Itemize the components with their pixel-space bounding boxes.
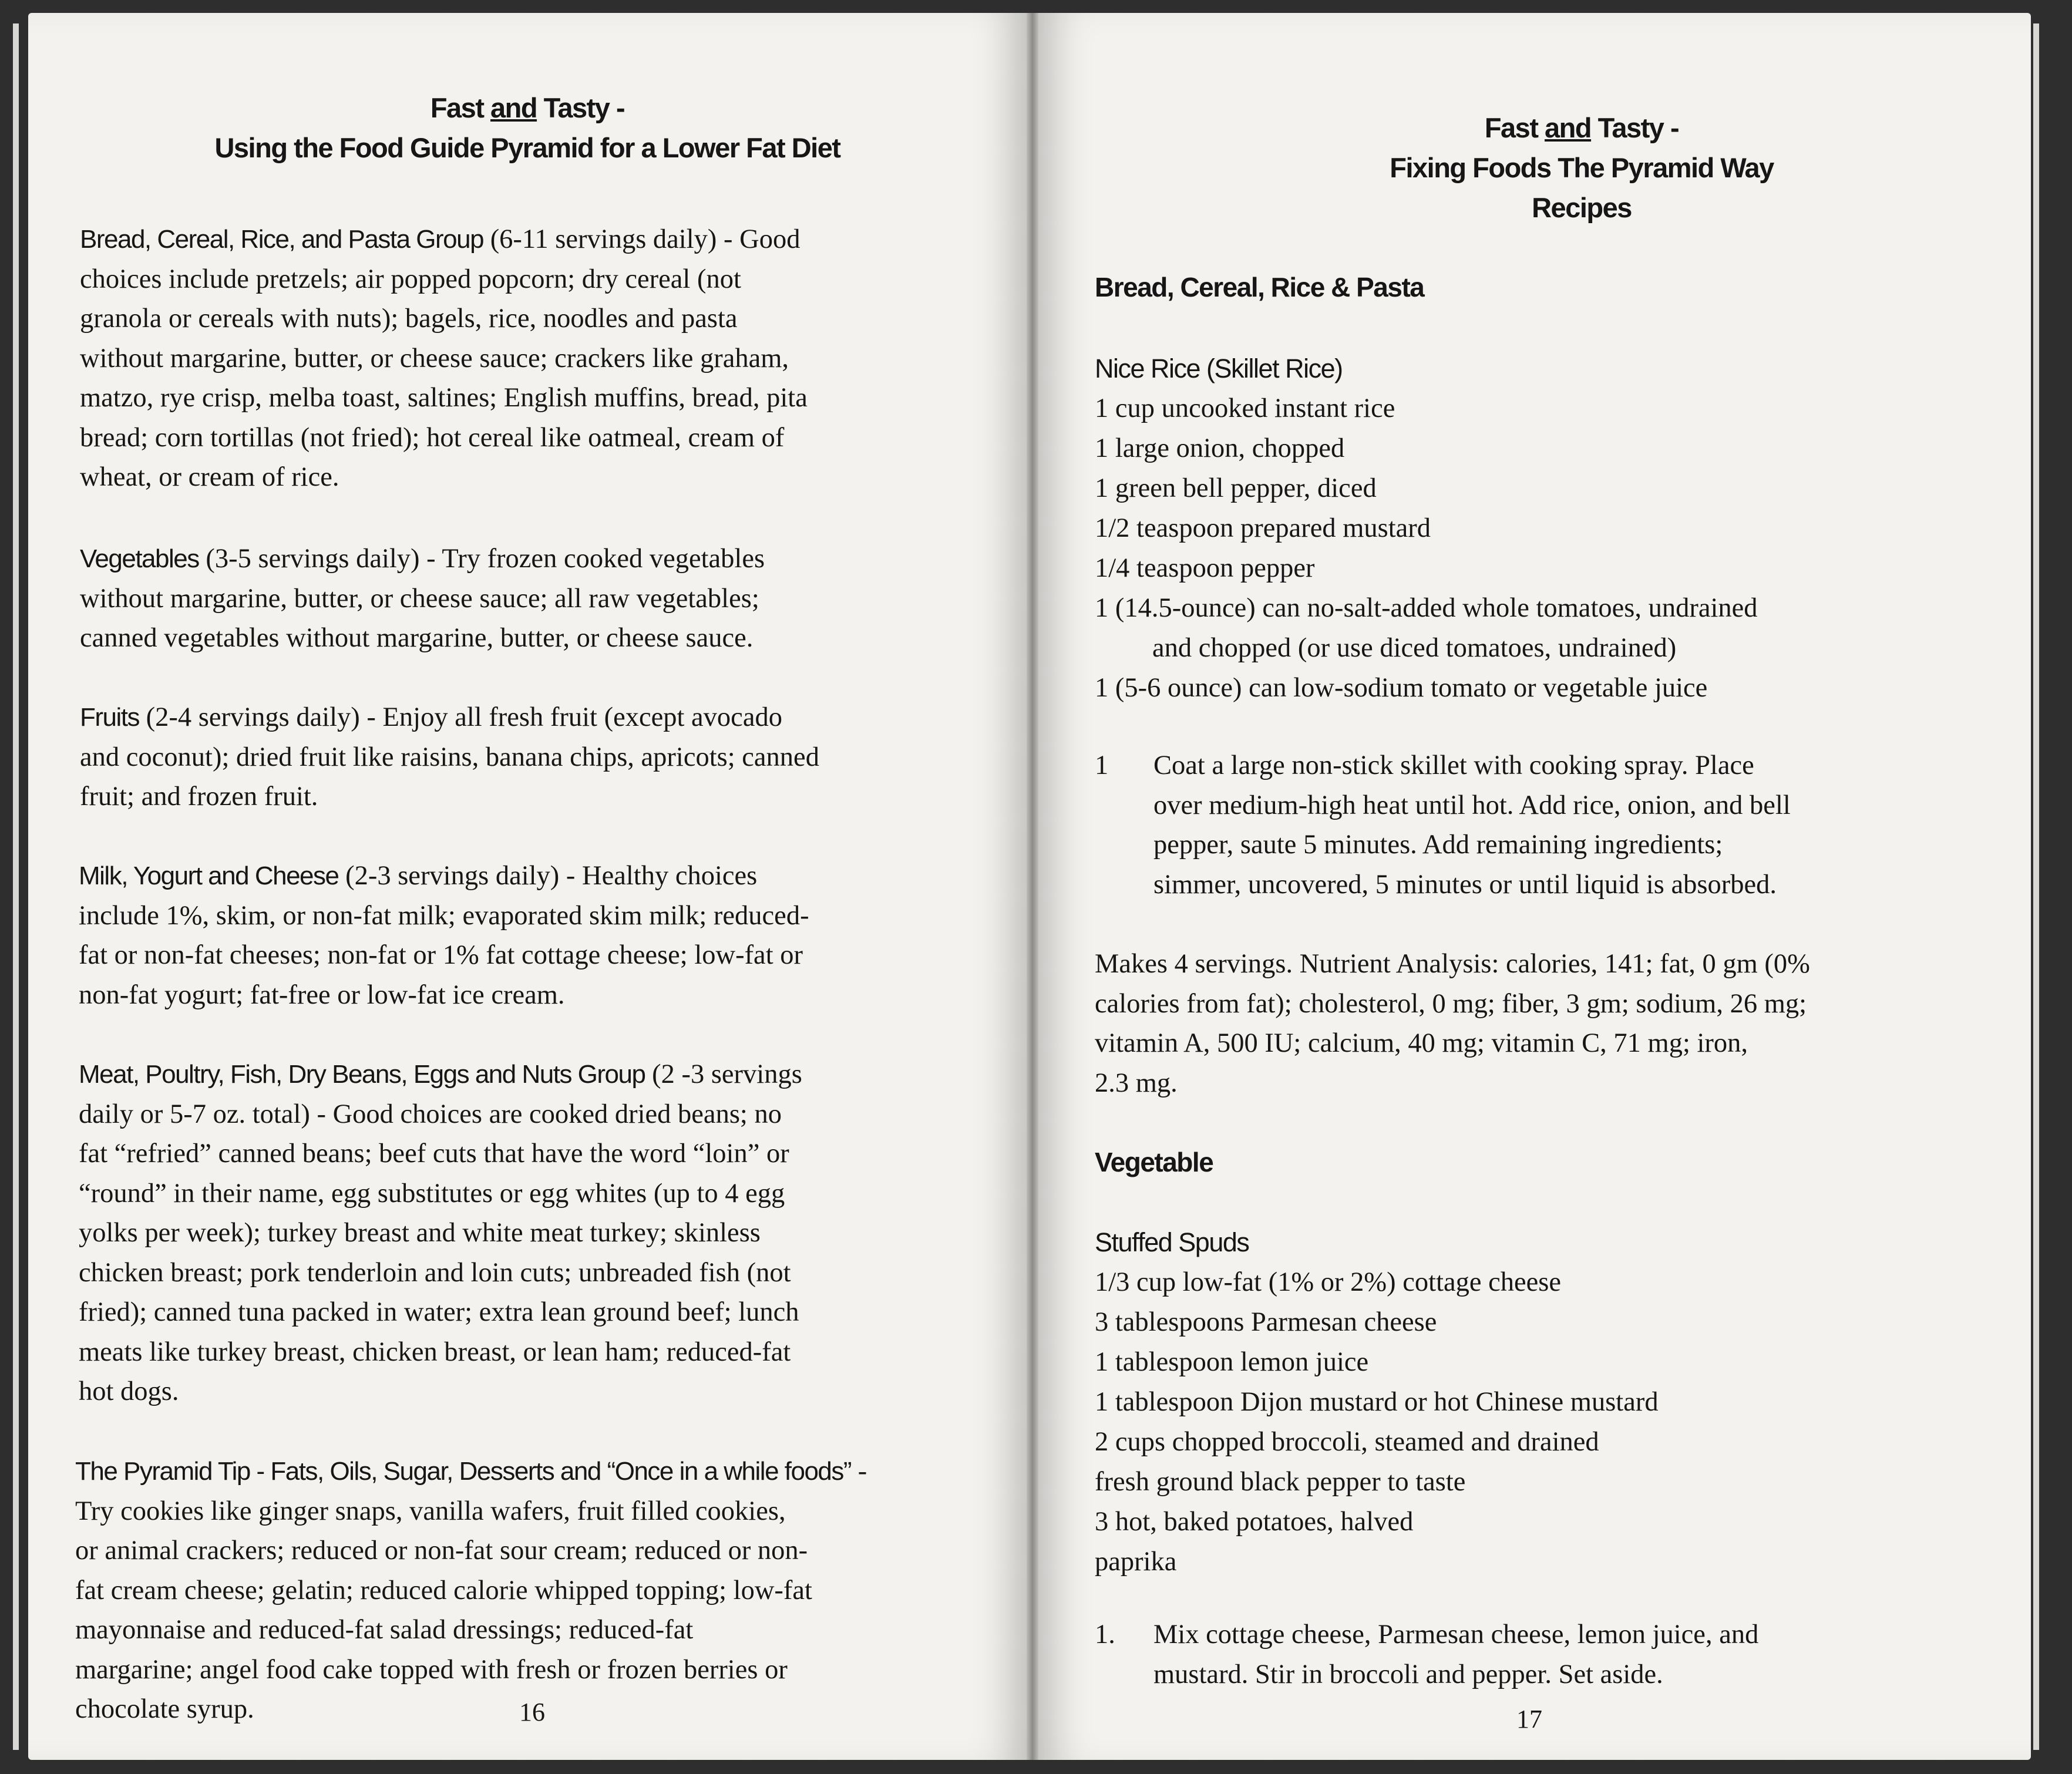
right-header-line3: Recipes — [1532, 192, 1632, 223]
group-title: Milk, Yogurt and Cheese — [79, 861, 339, 890]
recipe-title: Stuffed Spuds — [1095, 1227, 1249, 1257]
page-edge-left — [13, 23, 19, 1750]
right-page-header — [1262, 108, 1902, 228]
ingredient: paprika — [1095, 1547, 1177, 1577]
step-number: 1. — [1095, 1620, 1115, 1650]
group-title: Meat, Poultry, Fish, Dry Beans, Eggs and Nuts Group — [79, 1060, 645, 1089]
step-number: 1 — [1095, 750, 1109, 780]
left-header-line1: Fast and Tasty - — [430, 92, 625, 123]
ingredient: 1 cup uncooked instant rice — [1095, 393, 1395, 423]
recipe-title: Nice Rice (Skillet Rice) — [1095, 354, 1343, 383]
group-title: The Pyramid Tip - Fats, Oils, Sugar, Desserts and “Once in a while foods” — [75, 1457, 852, 1486]
page-edge-right — [2033, 23, 2039, 1750]
left-page — [28, 13, 1027, 1760]
recipe-stuffed-spuds-step — [1095, 1615, 2023, 1697]
page-number-left: 16 — [519, 1698, 545, 1726]
group-vegetables: Vegetables (3-5 servings daily) - Try frozen cooked vegetables without margarine, butter, or cheese sauce; all raw vegetables; canned vegetables without margarine, butter, or cheese sauce. — [80, 544, 765, 653]
ingredient: 2 cups chopped broccoli, steamed and drained — [1095, 1427, 1599, 1457]
ingredient: 3 tablespoons Parmesan cheese — [1095, 1307, 1437, 1337]
step-text: Coat a large non-stick skillet with cooking spray. Place over medium-high heat until hot. Add rice, onion, and bell pepper, saute 5 minutes. Add remaining ingredients; simmer, uncovered, 5 minutes or until liquid is absorbed. — [1153, 750, 1791, 900]
ingredient: 1/3 cup low-fat (1% or 2%) cottage cheese — [1095, 1267, 1562, 1297]
recipe-nice-rice-ingredients — [1095, 349, 1758, 708]
ingredient: and chopped (or use diced tomatoes, undrained) — [1152, 633, 1677, 663]
ingredient: 1/4 teaspoon pepper — [1095, 553, 1315, 583]
recipe-stuffed-spuds-ingredients — [1095, 1223, 1659, 1582]
section-heading-bread: Bread, Cereal, Rice & Pasta — [1095, 272, 1424, 302]
book-gutter — [1027, 13, 1038, 1760]
group-title: Bread, Cereal, Rice, and Pasta Group — [80, 225, 484, 254]
group-meat: Meat, Poultry, Fish, Dry Beans, Eggs and Nuts Group (2 -3 servings daily or 5-7 oz. total) - Good choices are cooked dried beans; no fat “refried” canned beans; beef cuts that have the word “loin” or “round” in their name, egg substitutes or egg whites (up to 4 egg yolks per week); turkey breast and white meat turkey; skinless chicken breast; pork tenderloin and loin cuts; unbreaded fish (not fried); canned tuna packed in water; extra lean ground beef; lunch meats like turkey breast, chicken breast, or lean ham; reduced-fat hot dogs. — [79, 1059, 802, 1406]
step-text: Mix cottage cheese, Parmesan cheese, lemon juice, and mustard. Stir in broccoli and pepper. Set aside. — [1153, 1620, 1759, 1689]
ingredient: 3 hot, baked potatoes, halved — [1095, 1507, 1414, 1537]
left-header-line2: Using the Food Guide Pyramid for a Lower Fat Diet — [214, 132, 840, 163]
group-bread: Bread, Cereal, Rice, and Pasta Group (6-11 servings daily) - Good choices include pretzels; air popped popcorn; dry cereal (not granola or cereals with nuts); bagels, rice, noodles and pasta without margarine, butter, or cheese sauce; crackers like graham, matzo, rye crisp, melba toast, saltines; English muffins, bread, pita bread; corn tortillas (not fried); hot cereal like oatmeal, cream of wheat, or cream of rice. — [80, 224, 808, 492]
right-page — [1038, 13, 2031, 1760]
left-page-header — [28, 88, 1027, 168]
right-header-line2: Fixing Foods The Pyramid Way — [1390, 152, 1774, 183]
group-title: Fruits — [80, 703, 139, 732]
ingredient: 1 (5-6 ounce) can low-sodium tomato or vegetable juice — [1095, 673, 1708, 703]
ingredient: 1 large onion, chopped — [1095, 433, 1345, 463]
group-pyramid-tip: The Pyramid Tip - Fats, Oils, Sugar, Desserts and “Once in a while foods” - Try cookies like ginger snaps, vanilla wafers, fruit filled cookies, or animal crackers; reduced or non-fat sour cream; reduced or non- fat cream cheese; gelatin; reduced calorie whipped topping; low-fat mayonnaise and reduced-fat salad dressings; reduced-fat margarine; angel food cake topped with fresh or frozen berries or chocolate syrup. — [75, 1456, 867, 1724]
section-heading-vegetable: Vegetable — [1095, 1147, 1213, 1177]
page-number-right: 17 — [1516, 1705, 1542, 1733]
recipe-nice-rice-step — [1095, 746, 2023, 916]
ingredient: 1 tablespoon Dijon mustard or hot Chinese mustard — [1095, 1387, 1659, 1417]
ingredient: 1 green bell pepper, diced — [1095, 473, 1377, 503]
recipe-nice-rice-nutrition: Makes 4 servings. Nutrient Analysis: calories, 141; fat, 0 gm (0% calories from fat); cholesterol, 0 mg; fiber, 3 gm; sodium, 26 mg; vitamin A, 500 IU; calcium, 40 mg; vitamin C, 71 mg; iron, 2.3 mg. — [1095, 949, 1810, 1098]
group-title: Vegetables — [80, 544, 199, 573]
ingredient: 1/2 teaspoon prepared mustard — [1095, 513, 1431, 543]
ingredient: 1 (14.5-ounce) can no-salt-added whole tomatoes, undrained — [1095, 593, 1758, 623]
ingredient: 1 tablespoon lemon juice — [1095, 1347, 1369, 1377]
right-header-line1: Fast and Tasty - — [1484, 112, 1679, 143]
ingredient: fresh ground black pepper to taste — [1095, 1467, 1466, 1497]
group-fruits: Fruits (2-4 servings daily) - Enjoy all fresh fruit (except avocado and coconut); dried fruit like raisins, banana chips, apricots; canned fruit; and frozen fruit. — [80, 702, 819, 812]
group-milk: Milk, Yogurt and Cheese (2-3 servings daily) - Healthy choices include 1%, skim, or non-fat milk; evaporated skim milk; reduced- fat or non-fat cheeses; non-fat or 1% fat cottage cheese; low-fat or non-fat yogurt; fat-free or low-fat ice cream. — [79, 861, 809, 1010]
